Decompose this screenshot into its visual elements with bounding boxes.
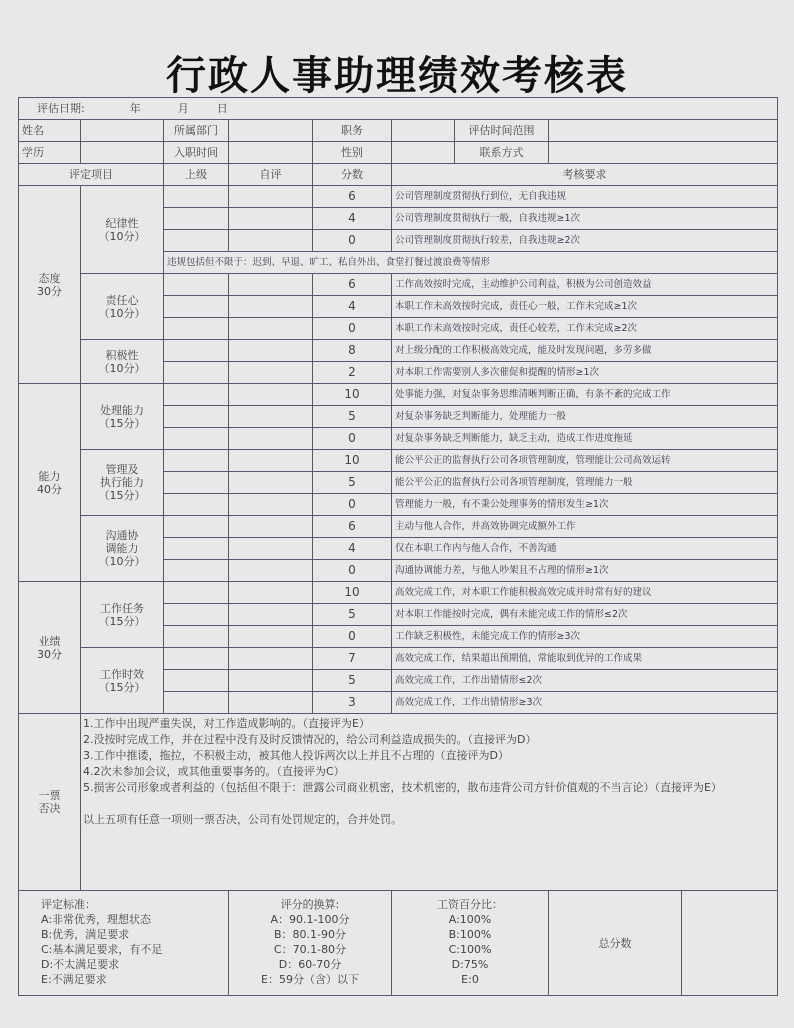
superior-score-input[interactable]: [164, 516, 229, 538]
field-label: 职务: [313, 120, 392, 142]
subcategory-label: 工作任务 （15分）: [81, 582, 164, 648]
self-score-input[interactable]: [229, 274, 313, 296]
info-row: [19, 120, 778, 142]
superior-score-input[interactable]: [164, 384, 229, 406]
self-score-input[interactable]: [229, 516, 313, 538]
requirement-text: 仅在本职工作内与他人合作，不善沟通: [392, 538, 778, 560]
field-value-input[interactable]: [549, 120, 778, 142]
self-score-input[interactable]: [229, 648, 313, 670]
veto-label: 一票 否决: [19, 714, 81, 891]
salary-percentage-line: 工资百分比：: [437, 898, 503, 911]
header-row: [19, 164, 778, 186]
category-label: 态度 30分: [19, 186, 81, 384]
requirement-text: 对上级分配的工作积极高效完成，能及时发现问题，多劳多做: [392, 340, 778, 362]
score-value: 2: [313, 362, 392, 384]
field-label: 入职时间: [164, 142, 229, 164]
salary-percentage-line: A:100%: [448, 913, 492, 926]
requirement-text: 管理能力一般，有不秉公处理事务的情形发生≥1次: [392, 494, 778, 516]
subcategory-label: 工作时效 （15分）: [81, 648, 164, 714]
field-label: 所属部门: [164, 120, 229, 142]
criteria-row: [19, 186, 778, 208]
requirement-text: 对复杂事务缺乏判断能力，缺乏主动，造成工作进度拖延: [392, 428, 778, 450]
subcategory-label: 积极性 （10分）: [81, 340, 164, 384]
superior-score-input[interactable]: [164, 670, 229, 692]
header-superior: 上级: [164, 164, 229, 186]
salary-percentage-line: C:100%: [448, 943, 492, 956]
requirement-text: 高效完成工作，工作出错情形≥3次: [392, 692, 778, 714]
field-value-input[interactable]: [392, 142, 455, 164]
requirement-text: 处事能力强，对复杂事务思维清晰判断正确，有条不紊的完成工作: [392, 384, 778, 406]
requirement-text: 工作缺乏积极性，未能完成工作的情形≥3次: [392, 626, 778, 648]
superior-score-input[interactable]: [164, 230, 229, 252]
criteria-row: [19, 384, 778, 406]
score-value: 5: [313, 472, 392, 494]
score-value: 5: [313, 604, 392, 626]
criteria-row: [19, 274, 778, 296]
header-requirement: 考核要求: [392, 164, 778, 186]
requirement-text: 对本职工作需要别人多次催促和提醒的情形≥1次: [392, 362, 778, 384]
score-value: 10: [313, 450, 392, 472]
header-self: 自评: [229, 164, 313, 186]
score-value: 0: [313, 230, 392, 252]
rating-standard-line: A:非常优秀，理想状态: [41, 913, 152, 926]
requirement-text: 本职工作未高效按时完成，责任心较差，工作未完成≥2次: [392, 318, 778, 340]
rating-standard: [19, 891, 229, 996]
superior-score-input[interactable]: [164, 538, 229, 560]
day-label: 日: [216, 102, 228, 115]
category-label: 能力 40分: [19, 384, 81, 582]
requirement-text: 高效完成工作，工作出错情形≤2次: [392, 670, 778, 692]
month-label: 月: [177, 102, 189, 115]
self-score-input[interactable]: [229, 494, 313, 516]
superior-score-input[interactable]: [164, 274, 229, 296]
score-value: 6: [313, 516, 392, 538]
self-score-input[interactable]: [229, 538, 313, 560]
score-value: 0: [313, 626, 392, 648]
score-value: 6: [313, 274, 392, 296]
evaluation-date-field[interactable]: [19, 98, 778, 120]
superior-score-input[interactable]: [164, 494, 229, 516]
requirement-text: 高效完成工作，对本职工作能积极高效完成并时常有好的建议: [392, 582, 778, 604]
requirement-text: 公司管理制度贯彻执行一般，自我违规≥1次: [392, 208, 778, 230]
self-score-input[interactable]: [229, 384, 313, 406]
superior-score-input[interactable]: [164, 296, 229, 318]
self-score-input[interactable]: [229, 692, 313, 714]
rating-standard-line: C:基本满足要求，有不足: [41, 943, 163, 956]
criteria-row: [19, 582, 778, 604]
rating-standard-line: 评定标准：: [41, 898, 96, 911]
subcategory-label: 管理及 执行能力 （15分）: [81, 450, 164, 516]
subcategory-label: 纪律性 （10分）: [81, 186, 164, 274]
footer-row: [19, 891, 778, 996]
self-score-input[interactable]: [229, 560, 313, 582]
field-label: 联系方式: [455, 142, 549, 164]
criteria-row: [19, 450, 778, 472]
subcategory-label: 处理能力 （15分）: [81, 384, 164, 450]
veto-rule: 2.没按时完成工作，并在过程中没有及时反馈情况的，给公司利益造成损失的。（直接评为D）: [83, 733, 537, 746]
score-value: 10: [313, 582, 392, 604]
requirement-text: 沟通协调能力差，与他人吵架且不占理的情形≥1次: [392, 560, 778, 582]
score-conversion-line: A：90.1-100分: [270, 913, 350, 926]
header-item: 评定项目: [19, 164, 164, 186]
score-conversion-line: D：60-70分: [278, 958, 342, 971]
requirement-text: 公司管理制度贯彻执行到位，无自我违规: [392, 186, 778, 208]
field-value-input[interactable]: [392, 120, 455, 142]
self-score-input[interactable]: [229, 230, 313, 252]
self-score-input[interactable]: [229, 362, 313, 384]
score-value: 0: [313, 560, 392, 582]
superior-score-input[interactable]: [164, 604, 229, 626]
info-row: [19, 142, 778, 164]
requirement-text: 对复杂事务缺乏判断能力，处理能力一般: [392, 406, 778, 428]
superior-score-input[interactable]: [164, 582, 229, 604]
self-score-input[interactable]: [229, 604, 313, 626]
requirement-text: 工作高效按时完成，主动维护公司利益，积极为公司创造效益: [392, 274, 778, 296]
score-value: 5: [313, 670, 392, 692]
self-score-input[interactable]: [229, 450, 313, 472]
appraisal-table: [18, 97, 778, 996]
superior-score-input[interactable]: [164, 318, 229, 340]
requirement-text: 能公平公正的监督执行公司各项管理制度，管理能让公司高效运转: [392, 450, 778, 472]
self-score-input[interactable]: [229, 472, 313, 494]
field-label: 评估时间范围: [455, 120, 549, 142]
superior-score-input[interactable]: [164, 560, 229, 582]
total-score-input[interactable]: [682, 891, 778, 996]
score-value: 4: [313, 296, 392, 318]
header-score: 分数: [313, 164, 392, 186]
score-value: 0: [313, 428, 392, 450]
score-conversion: [229, 891, 392, 996]
score-conversion-line: C：70.1-80分: [273, 943, 347, 956]
superior-score-input[interactable]: [164, 450, 229, 472]
violation-note: 违规包括但不限于：迟到、早退、旷工、私自外出、食堂打餐过渡浪费等情形: [164, 252, 778, 274]
score-value: 10: [313, 384, 392, 406]
requirement-text: 对本职工作能按时完成，偶有未能完成工作的情形≤2次: [392, 604, 778, 626]
rating-standard-line: D:不太满足要求: [41, 958, 120, 971]
veto-rules: [81, 714, 778, 891]
self-score-input[interactable]: [229, 670, 313, 692]
superior-score-input[interactable]: [164, 428, 229, 450]
subcategory-label: 沟通协 调能力 （10分）: [81, 516, 164, 582]
total-score-label: 总分数: [549, 891, 682, 996]
page-title: 行政人事助理绩效考核表: [166, 53, 628, 99]
score-conversion-line: 评分的换算:: [280, 898, 340, 911]
superior-score-input[interactable]: [164, 362, 229, 384]
superior-score-input[interactable]: [164, 692, 229, 714]
veto-rule: 5.损害公司形象或者利益的（包括但不限于：泄露公司商业机密，技术机密的，散布违背公司方针价值观的不当言论）（直接评为E）: [83, 781, 722, 794]
score-value: 6: [313, 186, 392, 208]
score-conversion-line: E：59分（含）以下: [261, 973, 359, 986]
superior-score-input[interactable]: [164, 626, 229, 648]
field-value-input[interactable]: [229, 142, 313, 164]
superior-score-input[interactable]: [164, 186, 229, 208]
self-score-input[interactable]: [229, 406, 313, 428]
score-value: 4: [313, 208, 392, 230]
salary-percentage-line: D:75%: [451, 958, 489, 971]
salary-percentage-line: E:0: [461, 973, 479, 986]
field-value-input[interactable]: [549, 142, 778, 164]
criteria-row: [19, 648, 778, 670]
self-score-input[interactable]: [229, 186, 313, 208]
veto-rule: 4.2次未参加会议，或其他重要事务的。（直接评为C）: [83, 765, 345, 778]
field-value-input[interactable]: [81, 120, 164, 142]
field-value-input[interactable]: [229, 120, 313, 142]
salary-percentage-line: B:100%: [448, 928, 492, 941]
field-label: 姓名: [19, 120, 81, 142]
superior-score-input[interactable]: [164, 340, 229, 362]
self-score-input[interactable]: [229, 626, 313, 648]
self-score-input[interactable]: [229, 340, 313, 362]
score-conversion-line: B：80.1-90分: [273, 928, 346, 941]
requirement-text: 主动与他人合作，并高效协调完成额外工作: [392, 516, 778, 538]
superior-score-input[interactable]: [164, 406, 229, 428]
superior-score-input[interactable]: [164, 648, 229, 670]
superior-score-input[interactable]: [164, 472, 229, 494]
date-row: [19, 98, 778, 120]
category-label: 业绩 30分: [19, 582, 81, 714]
score-value: 5: [313, 406, 392, 428]
veto-rule: 3.工作中推诿，拖拉，不积极主动，被其他人投诉两次以上并且不占理的（直接评为D）: [83, 749, 509, 762]
veto-rule: 以上五项有任意一项则一票否决，公司有处罚规定的，合并处罚。: [83, 813, 402, 826]
veto-row: [19, 714, 778, 891]
superior-score-input[interactable]: [164, 208, 229, 230]
self-score-input[interactable]: [229, 296, 313, 318]
salary-percentage: [392, 891, 549, 996]
date-label: 评估日期:: [37, 102, 85, 115]
veto-rule: 1.工作中出现严重失误，对工作造成影响的。（直接评为E）: [83, 717, 370, 730]
self-score-input[interactable]: [229, 208, 313, 230]
self-score-input[interactable]: [229, 318, 313, 340]
requirement-text: 高效完成工作，结果超出预期值，常能取到优异的工作成果: [392, 648, 778, 670]
rating-standard-line: B:优秀，满足要求: [41, 928, 130, 941]
score-value: 0: [313, 494, 392, 516]
year-label: 年: [129, 102, 141, 115]
score-value: 7: [313, 648, 392, 670]
requirement-text: 能公平公正的监督执行公司各项管理制度，管理能力一般: [392, 472, 778, 494]
rating-standard-line: E:不满足要求: [41, 973, 107, 986]
field-label: 性别: [313, 142, 392, 164]
self-score-input[interactable]: [229, 428, 313, 450]
self-score-input[interactable]: [229, 582, 313, 604]
score-value: 0: [313, 318, 392, 340]
requirement-text: 本职工作未高效按时完成，责任心一般，工作未完成≥1次: [392, 296, 778, 318]
criteria-row: [19, 516, 778, 538]
score-value: 4: [313, 538, 392, 560]
subcategory-label: 责任心 （10分）: [81, 274, 164, 340]
field-label: 学历: [19, 142, 81, 164]
requirement-text: 公司管理制度贯彻执行较差，自我违规≥2次: [392, 230, 778, 252]
score-value: 8: [313, 340, 392, 362]
field-value-input[interactable]: [81, 142, 164, 164]
criteria-row: [19, 340, 778, 362]
veto-rule: [83, 796, 775, 812]
score-value: 3: [313, 692, 392, 714]
